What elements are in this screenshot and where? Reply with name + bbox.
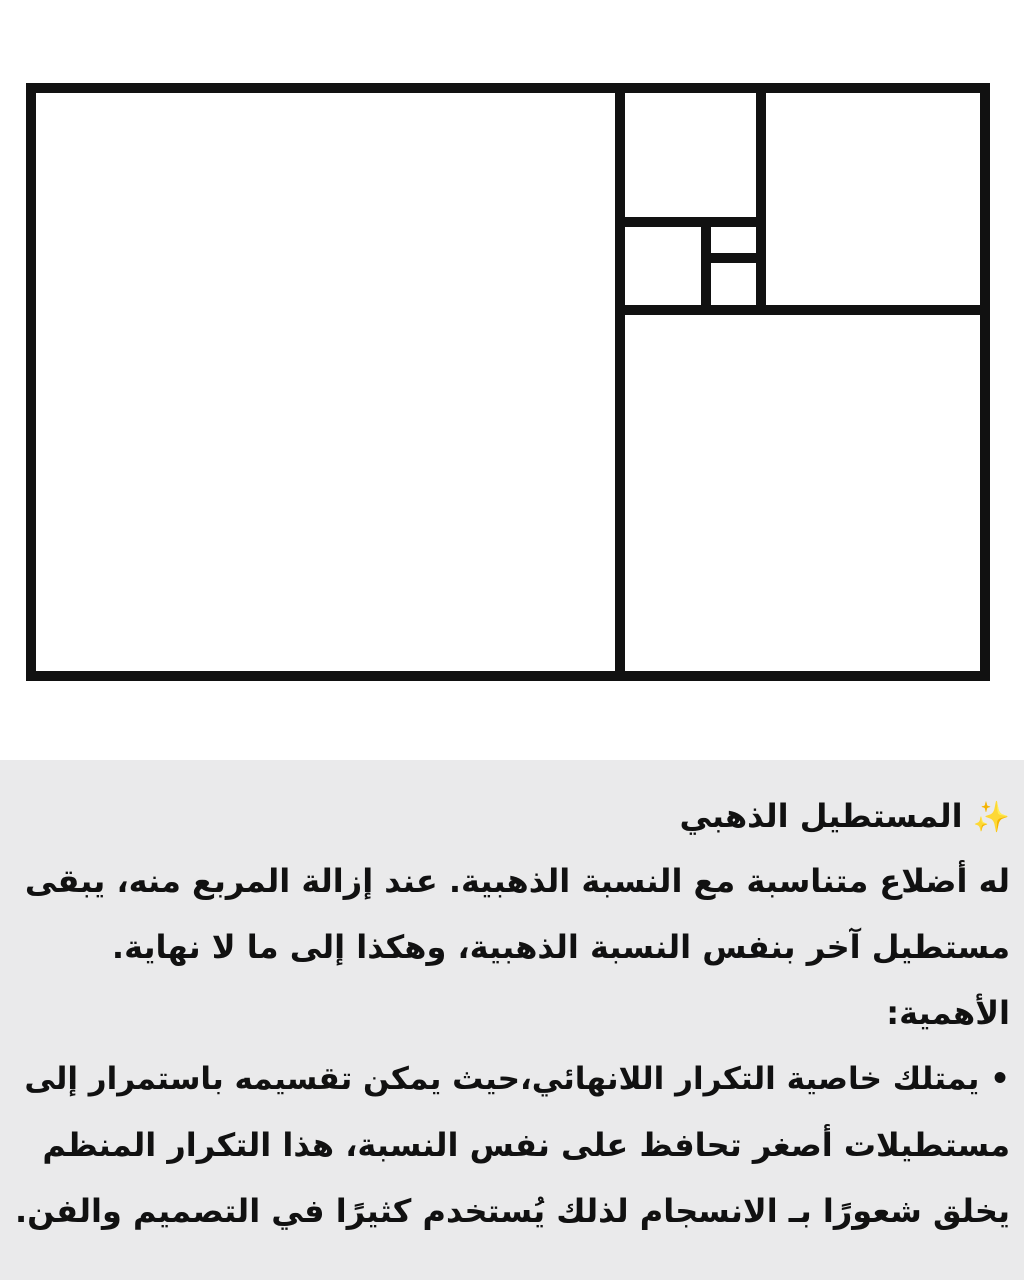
description-line-1: له أضلاع متناسبة مع النسبة الذهبية. عند إزالة المربع منه، يبقى	[24, 862, 1010, 900]
outer-rectangle	[31, 88, 985, 676]
bullet-line-1: • يمتلك خاصية التكرار اللانهائي،حيث يمكن تقسيمه باستمرار إلى	[24, 1061, 1010, 1097]
bullet-line-2: مستطيلات أصغر تحافظ على نفس النسبة، هذا التكرار المنظم	[42, 1126, 1010, 1164]
text-panel	[0, 760, 1024, 1280]
title-row	[14, 786, 1010, 848]
sparkles-icon: ✨	[972, 800, 1010, 835]
bullet-line-3: يخلق شعورًا بـ الانسجام لذلك يُستخدم كثيرًا في التصميم والفن.	[14, 1192, 1010, 1230]
importance-label: الأهمية:	[886, 994, 1010, 1032]
title: المستطيل الذهبي	[679, 797, 963, 835]
description-line-2: مستطيل آخر بنفس النسبة الذهبية، وهكذا إلى ما لا نهاية.	[111, 928, 1010, 966]
